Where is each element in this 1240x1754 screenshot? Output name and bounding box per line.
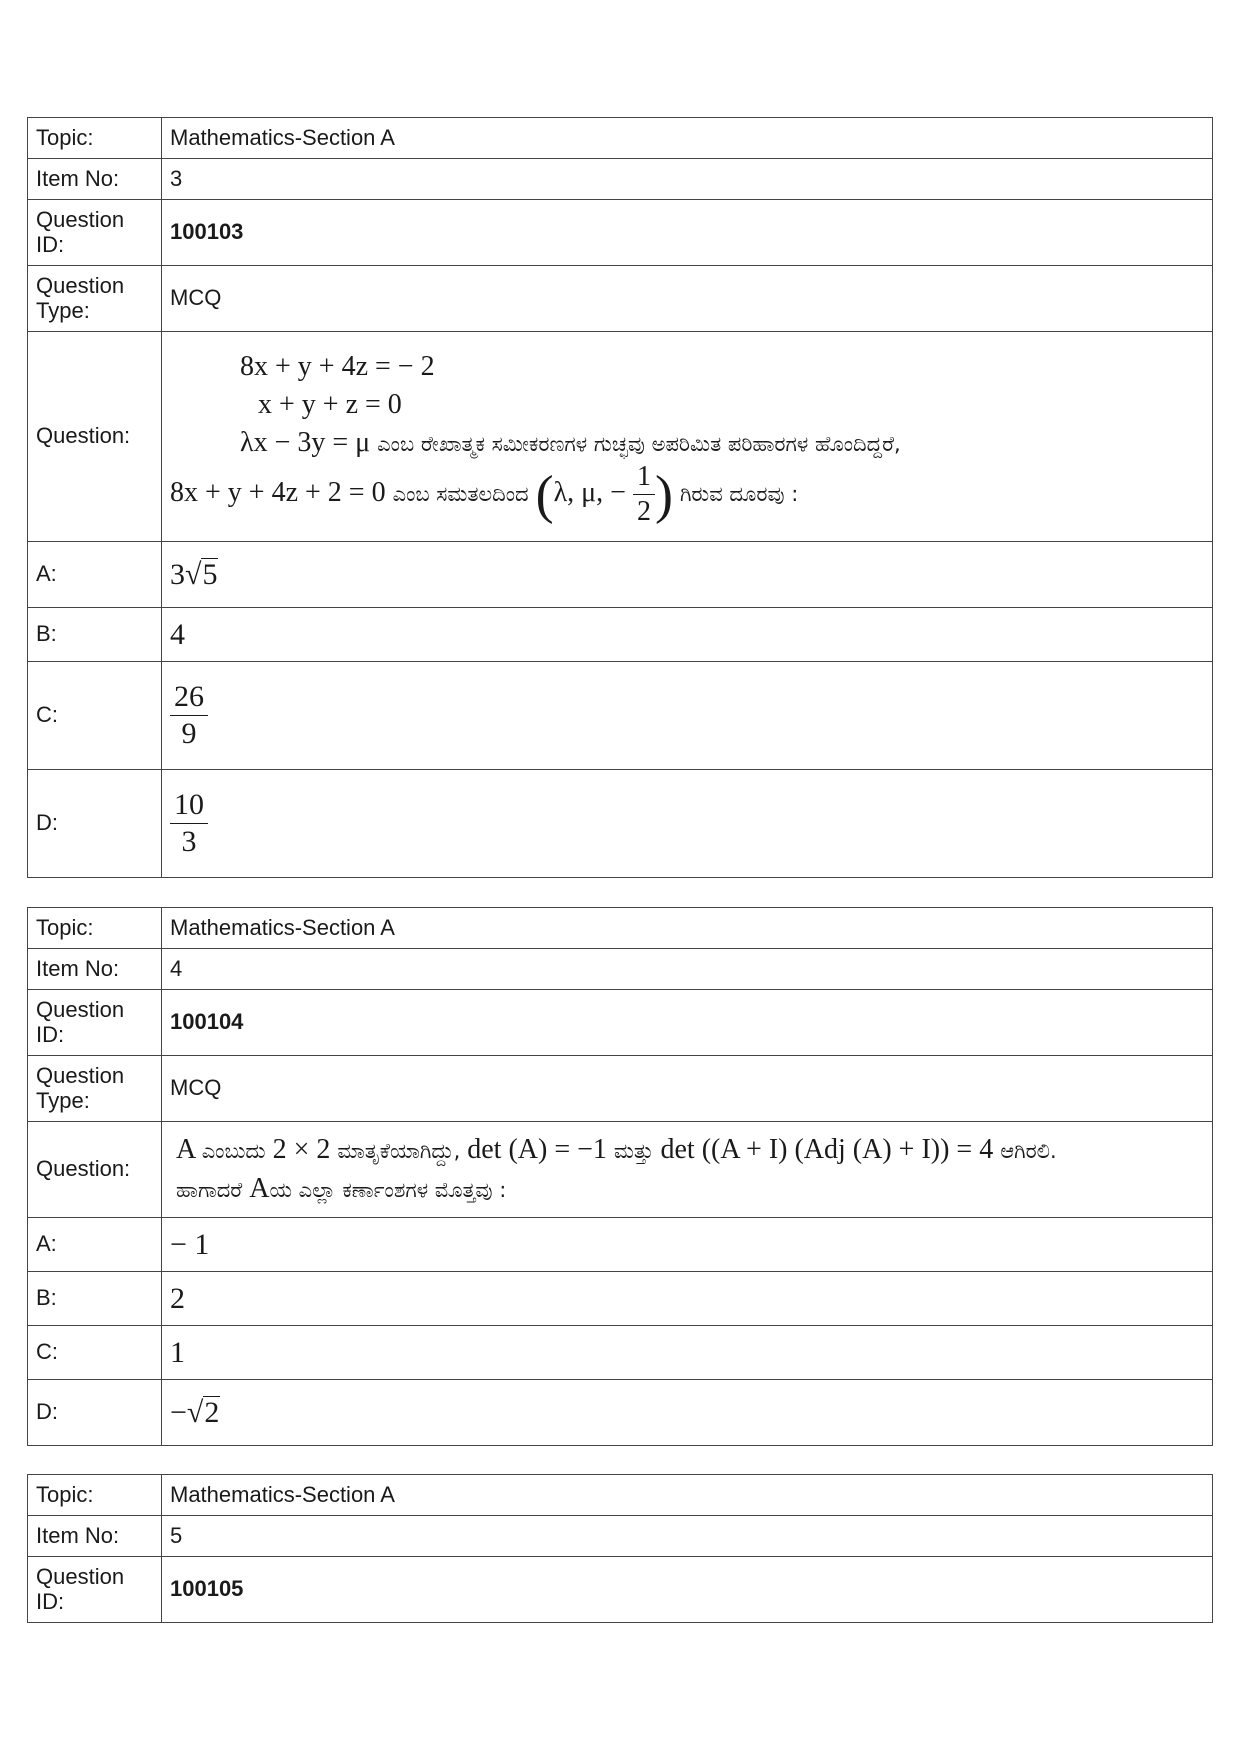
question-text-6: ಯ ಎಲ್ಲಾ ಕರ್ಣಾಂಶಗಳ ಮೊತ್ತವು : [269,1177,507,1202]
topic-label: Topic: [28,1475,162,1516]
sqrt-sign: √ [185,557,202,591]
topic-value: Mathematics-Section A [162,908,1213,949]
close-paren: ) [654,464,673,524]
item-no-label: Item No: [28,1516,162,1557]
question-block-3 [27,117,1213,878]
question-body [162,1122,1213,1218]
option-d-fraction [170,790,208,857]
option-d-numerator: 10 [170,790,208,824]
option-b-label: B: [28,1272,162,1326]
option-a-label: A: [28,542,162,608]
equation-2: x + y + z = 0 [258,388,402,420]
question-type-label: Question Type: [28,1056,162,1122]
option-b-value: 2 [162,1272,1213,1326]
question-text-4: ಆಗಿರಲಿ. [1000,1138,1057,1163]
question-block-4 [27,907,1213,1446]
question-line-2 [170,460,1204,527]
item-no-label: Item No: [28,949,162,990]
question-id-label: Question ID: [28,200,162,266]
sqrt-sign: √ [186,1395,204,1429]
determinant-condition: det (A) = −1 [467,1133,607,1165]
topic-value: Mathematics-Section A [162,118,1213,159]
equation-3: λx − 3y = μ [240,426,371,458]
question-text-1: ಎಂಬ ರೇಖಾತ್ಮಕ ಸಮೀಕರಣಗಳ ಗುಚ್ಛವು ಅಪರಿಮಿತ ಪರಿಹಾರಗಳ ಹೊಂದಿದ್ದರೆ, [377,431,901,456]
equation-1: 8x + y + 4z = − 2 [240,350,435,382]
matrix-size: 2 × 2 [272,1133,331,1165]
option-a-label: A: [28,1218,162,1272]
question-text-1: ಎಂಬುದು [201,1138,266,1163]
question-line-2 [170,1170,1204,1209]
question-text-2: ಮಾತೃಕೆಯಾಗಿದ್ದು, [337,1138,461,1163]
item-no-value: 3 [162,159,1213,200]
question-text-2: ಎಂಬ ಸಮತಲದಿಂದ [392,481,529,506]
adjoint-condition: det ((A + I) (Adj (A) + I)) = 4 [660,1133,994,1165]
question-type-label: Question Type: [28,266,162,332]
item-no-value: 4 [162,949,1213,990]
option-a-radicand: 5 [202,557,218,591]
question-id-label: Question ID: [28,990,162,1056]
question-body [162,332,1213,542]
item-no-label: Item No: [28,159,162,200]
option-d-value [162,770,1213,878]
question-id-value: 100103 [162,200,1213,266]
option-d-denominator: 3 [181,825,197,858]
option-c-value: 1 [162,1326,1213,1380]
point-coords: λ, μ, − [553,476,626,508]
option-c-denominator: 9 [181,717,197,750]
topic-value: Mathematics-Section A [162,1475,1213,1516]
question-id-value: 100104 [162,990,1213,1056]
topic-label: Topic: [28,118,162,159]
option-a-value [162,542,1213,608]
question-id-value: 100105 [162,1557,1213,1623]
question-label: Question: [28,1122,162,1218]
question-block-5 [27,1474,1213,1623]
item-no-value: 5 [162,1516,1213,1557]
option-d-radicand: 2 [204,1395,220,1429]
option-c-numerator: 26 [170,682,208,716]
option-d-label: D: [28,770,162,878]
question-type-value: MCQ [162,266,1213,332]
question-type-value: MCQ [162,1056,1213,1122]
option-c-value [162,662,1213,770]
option-a-coefficient: 3 [170,557,185,591]
topic-label: Topic: [28,908,162,949]
question-text-5: ಹಾಗಾದರೆ [176,1177,243,1202]
option-a-value: − 1 [162,1218,1213,1272]
matrix-a-ref: A [249,1172,270,1204]
fraction-numerator: 1 [633,463,655,495]
option-d-label: D: [28,1380,162,1446]
question-id-label: Question ID: [28,1557,162,1623]
question-line-1 [170,1131,1204,1170]
plane-equation: 8x + y + 4z + 2 = 0 [170,476,386,508]
question-text-3: ಗಿರುವ ದೂರವು : [679,481,799,506]
equation-3-line [240,424,1204,463]
half-fraction [633,460,655,527]
option-d-sign: − [170,1395,187,1429]
option-c-fraction [170,682,208,749]
option-c-label: C: [28,1326,162,1380]
matrix-a: A [176,1133,195,1165]
open-paren: ( [535,464,554,524]
question-text-3: ಮತ್ತು [613,1138,654,1163]
option-c-label: C: [28,662,162,770]
fraction-denominator: 2 [636,495,651,527]
option-b-value: 4 [162,608,1213,662]
option-d-value [162,1380,1213,1446]
question-label: Question: [28,332,162,542]
option-b-label: B: [28,608,162,662]
